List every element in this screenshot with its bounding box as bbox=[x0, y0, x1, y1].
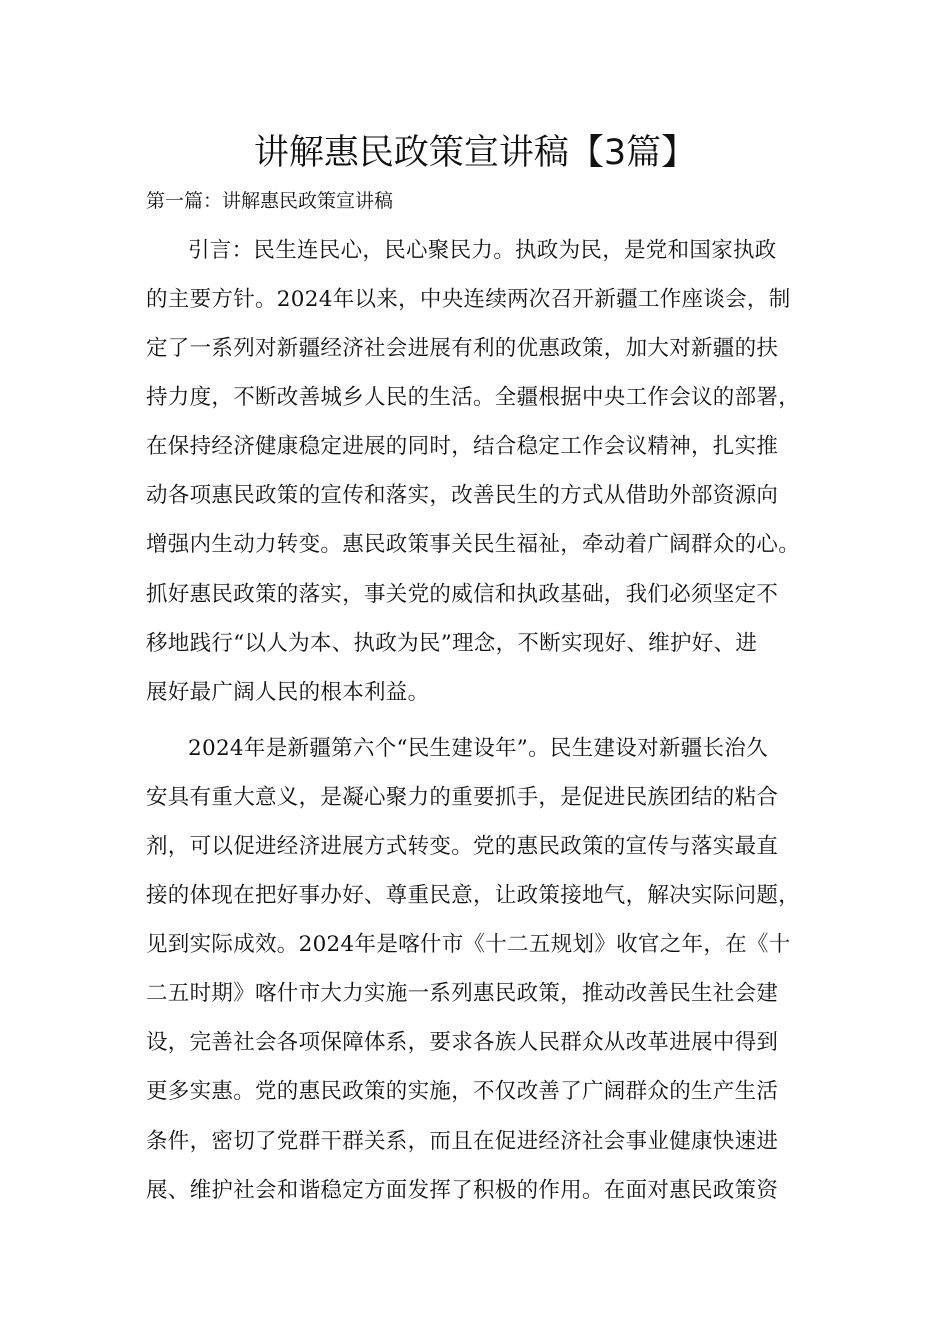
text-line: 抓好惠民政策的落实，事关党的威信和执政基础，我们必须坚定不 bbox=[146, 582, 779, 607]
text-line: 的主要方针。2024年以来，中央连续两次召开新疆工作座谈会，制 bbox=[146, 287, 791, 312]
text-line: 动各项惠民政策的宣传和落实，改善民生的方式从借助外部资源向 bbox=[146, 483, 779, 508]
text-line: 剂，可以促进经济进展方式转变。党的惠民政策的宣传与落实最直 bbox=[146, 834, 779, 859]
text-line: 更多实惠。党的惠民政策的实施，不仅改善了广阔群众的生产生活 bbox=[146, 1079, 779, 1104]
text-line: 移地践行“以人为本、执政为民”理念，不断实现好、维护好、进 bbox=[146, 631, 758, 656]
text-line: 接的体现在把好事办好、尊重民意，让政策接地气，解决实际问题， bbox=[146, 883, 801, 908]
text-line: 条件，密切了党群干群关系，而且在促进经济社会事业健康快速进 bbox=[146, 1129, 779, 1154]
text-line: 展好最广阔人民的根本利益。 bbox=[146, 680, 430, 705]
section-heading: 第一篇：讲解惠民政策宣讲稿 bbox=[146, 190, 394, 212]
text-line: 展、维护社会和谐稳定方面发挥了积极的作用。在面对惠民政策资 bbox=[146, 1178, 779, 1203]
text-line: 在保持经济健康稳定进展的同时，结合稳定工作会议精神，扎实推 bbox=[146, 434, 779, 459]
document-title: 讲解惠民政策宣讲稿【3篇】 bbox=[253, 133, 697, 173]
text-line: 增强内生动力转变。惠民政策事关民生福祉，牵动着广阔群众的心。 bbox=[146, 532, 801, 557]
text-line: 安具有重大意义，是凝心聚力的重要抓手，是促进民族团结的粘合 bbox=[146, 785, 779, 810]
text-line: 二五时期》喀什市大力实施一系列惠民政策，推动改善民生社会建 bbox=[146, 981, 779, 1006]
text-line: 定了一系列对新疆经济社会进展有利的优惠政策，加大对新疆的扶 bbox=[146, 336, 779, 361]
text-line: 见到实际成效。2024年是喀什市《十二五规划》收官之年，在《十 bbox=[146, 932, 791, 957]
text-line: 持力度，不断改善城乡人民的生活。全疆根据中央工作会议的部署， bbox=[146, 385, 801, 410]
text-line: 设，完善社会各项保障体系，要求各族人民群众从改革进展中得到 bbox=[146, 1030, 779, 1055]
text-line: 2024年是新疆第六个“民生建设年”。民生建设对新疆长治久 bbox=[188, 736, 768, 761]
text-line: 引言：民生连民心，民心聚民力。执政为民，是党和国家执政 bbox=[188, 238, 777, 263]
